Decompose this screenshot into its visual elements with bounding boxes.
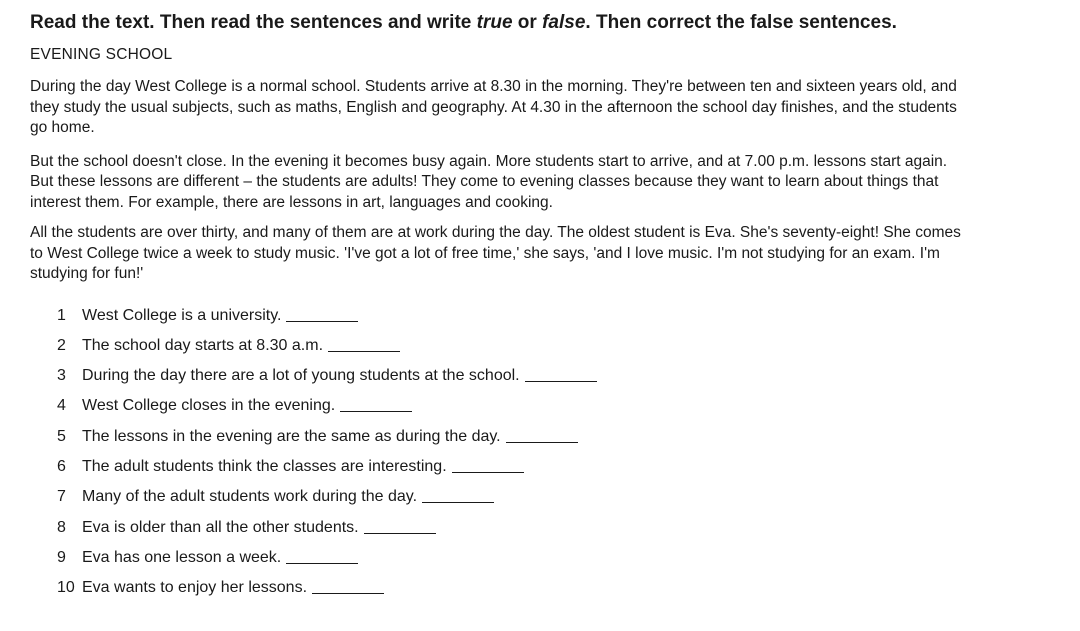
question-number: 8 <box>57 518 66 536</box>
answer-blank[interactable] <box>452 457 524 473</box>
instruction-part-2: or <box>512 12 543 33</box>
question-list <box>30 306 1060 609</box>
question-item <box>57 366 1060 396</box>
instruction-word-false: false <box>542 12 586 33</box>
paragraph-2: But the school doesn't close. In the evening it becomes busy again. More students start to arrive, and at 7.00 p.m. lessons start again. But these lessons are different – the students are adults! They come to evening classes because they want to learn about things that interest them. For example, there are lessons in art, languages and cooking. <box>30 152 948 211</box>
question-number: 9 <box>57 548 66 566</box>
question-item <box>57 518 1060 548</box>
question-item <box>57 457 1060 487</box>
question-item <box>57 396 1060 426</box>
worksheet <box>30 10 1060 608</box>
answer-blank[interactable] <box>525 366 597 382</box>
question-number: 4 <box>57 397 66 415</box>
answer-blank[interactable] <box>328 336 400 352</box>
question-number: 10 <box>57 579 75 597</box>
instruction-heading <box>30 10 1060 36</box>
answer-blank[interactable] <box>286 548 358 564</box>
question-text: West College is a university. <box>82 306 282 324</box>
answer-blank[interactable] <box>422 487 494 503</box>
question-text: West College closes in the evening. <box>82 397 336 415</box>
answer-blank[interactable] <box>312 578 384 594</box>
question-item <box>57 548 1060 578</box>
question-item <box>57 427 1060 457</box>
answer-blank[interactable] <box>506 427 578 443</box>
question-number: 1 <box>57 306 66 324</box>
instruction-word-true: true <box>476 12 513 33</box>
question-number: 3 <box>57 367 66 385</box>
question-item <box>57 487 1060 517</box>
question-item <box>57 306 1060 336</box>
question-text: Many of the adult students work during the day. <box>82 488 418 506</box>
question-text: During the day there are a lot of young students at the school. <box>82 367 520 385</box>
question-text: The adult students think the classes are interesting. <box>82 457 447 475</box>
question-number: 2 <box>57 336 66 354</box>
answer-blank[interactable] <box>286 306 358 322</box>
question-number: 5 <box>57 427 66 445</box>
answer-blank[interactable] <box>364 518 436 534</box>
question-text: The lessons in the evening are the same as during the day. <box>82 427 501 445</box>
instruction-part-1: Read the text. Then read the sentences and write <box>30 12 477 33</box>
question-number: 6 <box>57 457 66 475</box>
section-title: EVENING SCHOOL <box>30 46 173 63</box>
question-item <box>57 336 1060 366</box>
question-text: Eva wants to enjoy her lessons. <box>82 579 308 597</box>
question-text: Eva is older than all the other students. <box>82 518 359 536</box>
answer-blank[interactable] <box>340 396 412 412</box>
question-item <box>57 578 1060 608</box>
question-text: The school day starts at 8.30 a.m. <box>82 336 324 354</box>
question-number: 7 <box>57 488 66 506</box>
paragraph-3: All the students are over thirty, and many of them are at work during the day. The oldest student is Eva. She's seventy-eight! She comes to West College twice a week to study music. 'I've got a lot of free time,' she says, 'and I love music. I'm not studying for an exam. I'm studying for fun!' <box>30 224 961 282</box>
question-text: Eva has one lesson a week. <box>82 548 282 566</box>
instruction-part-3: . Then correct the false sentences. <box>585 12 897 33</box>
paragraph-1: During the day West College is a normal school. Students arrive at 8.30 in the morning. They're between ten and sixteen years old, and they study the usual subjects, such as maths, English and geography. At 4.30 in the afternoon the school day finishes, and the students go home. <box>30 78 957 136</box>
